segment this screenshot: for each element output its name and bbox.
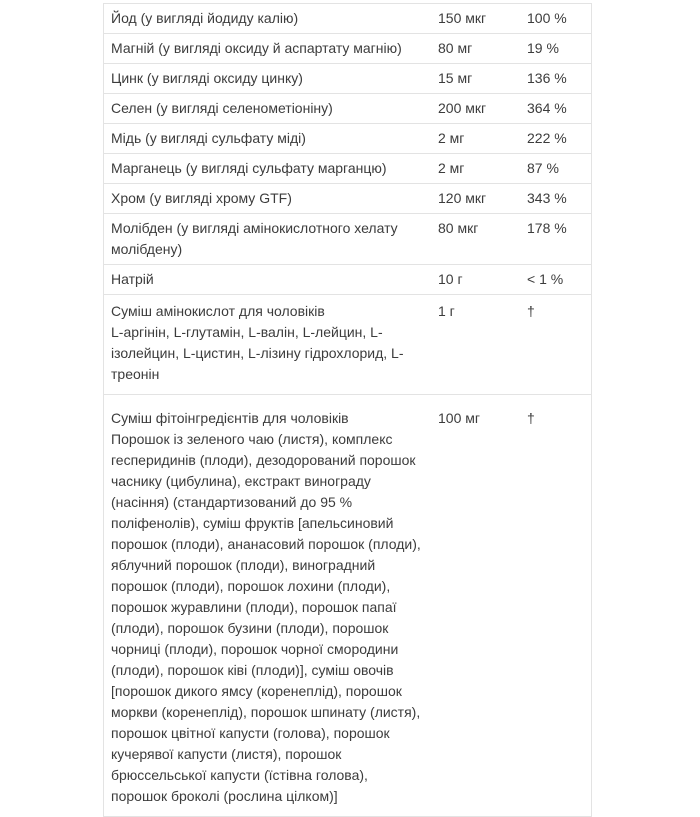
ingredient-cell xyxy=(104,269,438,290)
table-row xyxy=(104,64,591,94)
ingredient-cell xyxy=(104,128,438,149)
table-row xyxy=(104,184,591,214)
ingredient-cell xyxy=(104,301,438,385)
table-row xyxy=(104,214,591,265)
amount-value: 120 мкг xyxy=(438,190,487,206)
amount-value: 1 г xyxy=(438,303,455,319)
table-row xyxy=(104,265,591,295)
table-row xyxy=(104,34,591,64)
table-row xyxy=(104,295,591,395)
ingredient-name: Магній (у вигляді оксиду й аспартату магнію) xyxy=(111,40,402,56)
table-row xyxy=(104,154,591,184)
daily-value: † xyxy=(527,303,535,319)
amount-value: 2 мг xyxy=(438,160,465,176)
ingredient-name: Суміш фітоінгредієнтів для чоловіків xyxy=(111,410,349,426)
ingredient-name: Марганець (у вигляді сульфату марганцю) xyxy=(111,160,387,176)
table-row xyxy=(104,124,591,154)
ingredient-cell xyxy=(104,8,438,29)
daily-value: 19 % xyxy=(527,40,559,56)
daily-value: 100 % xyxy=(527,10,567,26)
ingredient-name: Селен (у вигляді селенометіоніну) xyxy=(111,100,333,116)
ingredient-name: Хром (у вигляді хрому GTF) xyxy=(111,190,292,206)
ingredient-cell xyxy=(104,158,438,179)
ingredient-description: Порошок із зеленого чаю (листя), комплекс гесперидинів (плоди), дезодорований порошок часнику (цибулина), екстракт винограду (насіння) (стандартизований до 95 % поліфенолів), суміш фруктів [апельсиновий порошок (плоди), ананасовий порошок (плоди), яблучний порошок (плоди), виноградний порошок (плоди), порошок лохини (плоди), порошок журавлини (плоди), порошок папаї (плоди), порошок бузини (плоди), порошок чорниці (плоди), порошок чорної смородини (плоди), порошок ківі (плоди)], суміш овочів [порошок дикого ямсу (коренеплід), порошок моркви (коренеплід), порошок шпинату (листя), порошок цвітної капусти (голова), порошок кучерявої капусти (листя), порошок брюссельської капусти (їстівна голова), порошок броколі (рослина цілком)] xyxy=(111,431,421,804)
amount-value: 10 г xyxy=(438,271,463,287)
table-row xyxy=(104,94,591,124)
ingredient-cell xyxy=(104,218,438,260)
daily-value: 87 % xyxy=(527,160,559,176)
amount-value: 15 мг xyxy=(438,70,473,86)
ingredient-name: Цинк (у вигляді оксиду цинку) xyxy=(111,70,303,86)
ingredient-name: Йод (у вигляді йодиду калію) xyxy=(111,10,299,26)
ingredient-name: Мідь (у вигляді сульфату міді) xyxy=(111,130,306,146)
amount-value: 80 мкг xyxy=(438,220,479,236)
amount-value: 150 мкг xyxy=(438,10,487,26)
ingredient-name: Натрій xyxy=(111,271,154,287)
ingredient-cell xyxy=(104,68,438,89)
daily-value: 136 % xyxy=(527,70,567,86)
ingredient-name: Суміш амінокислот для чоловіків xyxy=(111,303,325,319)
ingredient-cell xyxy=(104,38,438,59)
daily-value: 343 % xyxy=(527,190,567,206)
table-row xyxy=(104,4,591,34)
table-row xyxy=(104,395,591,817)
amount-value: 80 мг xyxy=(438,40,473,56)
amount-value: 2 мг xyxy=(438,130,465,146)
amount-value: 100 мг xyxy=(438,410,480,426)
ingredient-name: Молібден (у вигляді амінокислотного хелату молібдену) xyxy=(111,220,398,257)
ingredient-cell xyxy=(104,188,438,209)
daily-value: 222 % xyxy=(527,130,567,146)
daily-value: < 1 % xyxy=(527,271,564,287)
daily-value: † xyxy=(527,410,535,426)
supplement-facts-table xyxy=(103,3,592,817)
daily-value: 364 % xyxy=(527,100,567,116)
ingredient-cell xyxy=(104,98,438,119)
ingredient-description: L-аргінін, L-глутамін, L-валін, L-лейцин, L-ізолейцин, L-цистин, L-лізину гідрохлорид, L-треонін xyxy=(111,324,404,382)
daily-value: 178 % xyxy=(527,220,567,236)
ingredient-cell xyxy=(104,408,438,807)
amount-value: 200 мкг xyxy=(438,100,487,116)
